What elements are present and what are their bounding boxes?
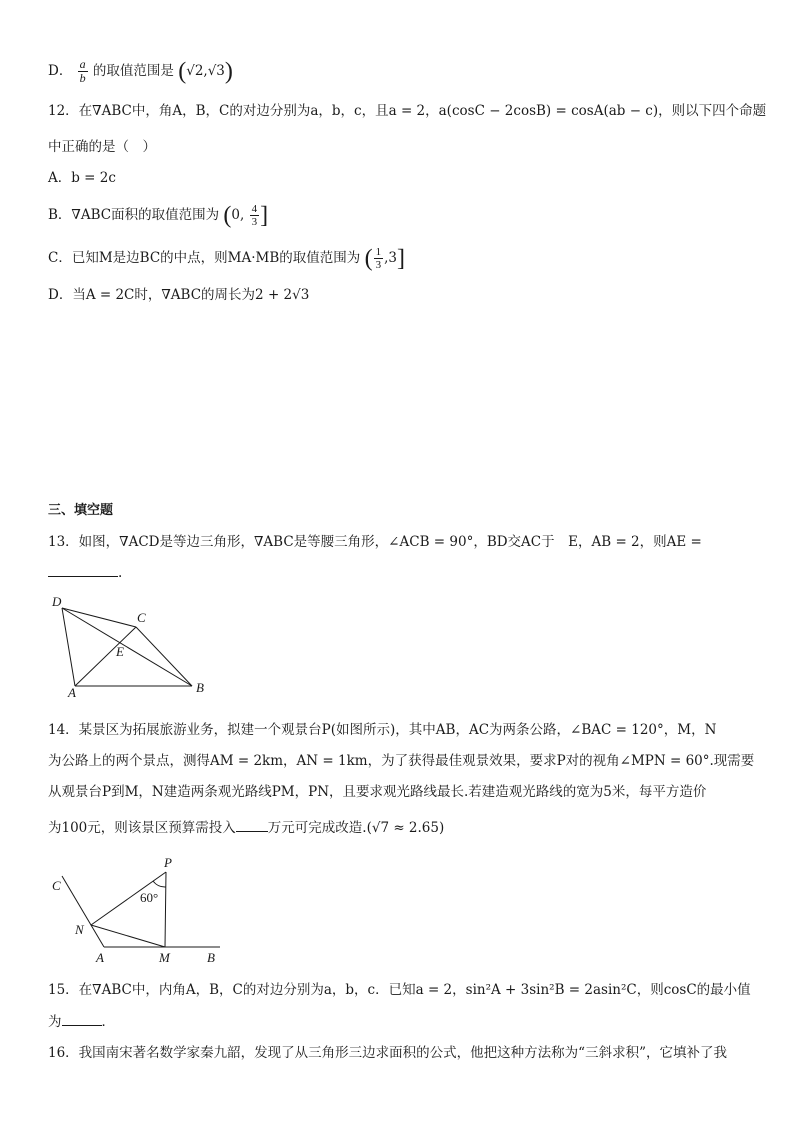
label-d: D <box>52 594 62 609</box>
option-d-q11: D． $\frac{a}{b}$ 的取值范围是 (√2,√3) <box>48 57 233 85</box>
q12-option-b: B．∇ABC面积的取值范围为 (0, $\frac{4}{3}$ ] <box>48 202 269 229</box>
label-e: E <box>116 644 124 659</box>
segment-da <box>62 608 75 686</box>
q13-figure <box>44 594 214 699</box>
q12-option-a: A．b = 2c <box>48 170 116 186</box>
segment-pm <box>165 872 166 947</box>
q12-stem-line-2: 中正确的是（ ） <box>48 139 156 155</box>
label-c: C <box>137 610 146 625</box>
q12-option-c: C．已知M是边BC的中点，则MA·MB的取值范围为 ( $\frac{1}{3}$ ,3] <box>48 245 405 272</box>
q13-stem-line-1: 13．如图，∇ACD是等边三角形，∇ABC是等腰三角形，∠ACB = 90°，BD交AC于 E，AB = 2，则AE = <box>48 534 702 550</box>
angle-label: 60° <box>140 890 159 905</box>
segment-ac <box>75 627 136 686</box>
label-a: A <box>96 950 104 965</box>
q12-stem-line-1: 12．在∇ABC中，角A，B，C的对边分别为a，b，c，且a = 2，a(cosC − 2cosB) = cosA(ab − c)，则以下四个命题 <box>48 103 767 119</box>
label-b: B <box>196 680 204 695</box>
angle-arc <box>153 881 166 887</box>
label-p: P <box>164 855 172 870</box>
answer-blank <box>48 576 118 577</box>
segment-cb <box>136 627 192 686</box>
answer-blank <box>62 1025 102 1026</box>
section-title: 三、填空题 <box>48 503 114 518</box>
q14-line-1: 14．某景区为拓展旅游业务，拟建一个观景台P(如图所示)，其中AB，AC为两条公路，∠BAC = 120°，M，N <box>48 722 717 738</box>
segment-dc <box>62 608 136 627</box>
q14-figure <box>44 852 234 967</box>
answer-blank <box>236 831 268 832</box>
q15-line-2: 为 ． <box>48 1014 115 1030</box>
q16-line-1: 16．我国南宋著名数学家秦九韶，发现了从三角形三边求面积的公式，他把这种方法称为“三斜求积”，它填补了我 <box>48 1045 727 1061</box>
label-c: C <box>52 878 61 893</box>
q14-line-4: 为100元，则该景区预算需投入 万元可完成改造.(√7 ≈ 2.65) <box>48 820 445 836</box>
q14-line-2: 为公路上的两个景点，测得AM = 2km，AN = 1km，为了获得最佳观景效果，要求P对的视角∠MPN = 60°.现需要 <box>48 753 755 769</box>
segment-db <box>62 608 192 686</box>
q15-line-1: 15．在∇ABC中，内角A，B，C的对边分别为a，b，c．已知a = 2，sin²A + 3sin²B = 2asin²C，则cosC的最小值 <box>48 982 751 998</box>
label-b: B <box>207 950 215 965</box>
fraction-a-over-b: $\frac{a}{b}$ <box>79 57 86 85</box>
q13-stem-line-2: . <box>48 563 122 583</box>
label-n: N <box>75 922 84 937</box>
q12-option-d: D．当A = 2C时，∇ABC的周长为2 + 2√3 <box>48 287 310 303</box>
label-m: M <box>159 950 170 965</box>
q14-line-3: 从观景台P到M，N建造两条观光路线PM，PN，且要求观光路线最长.若建造观光路线的宽为5米，每平方造价 <box>48 784 707 800</box>
label-a: A <box>68 685 76 699</box>
